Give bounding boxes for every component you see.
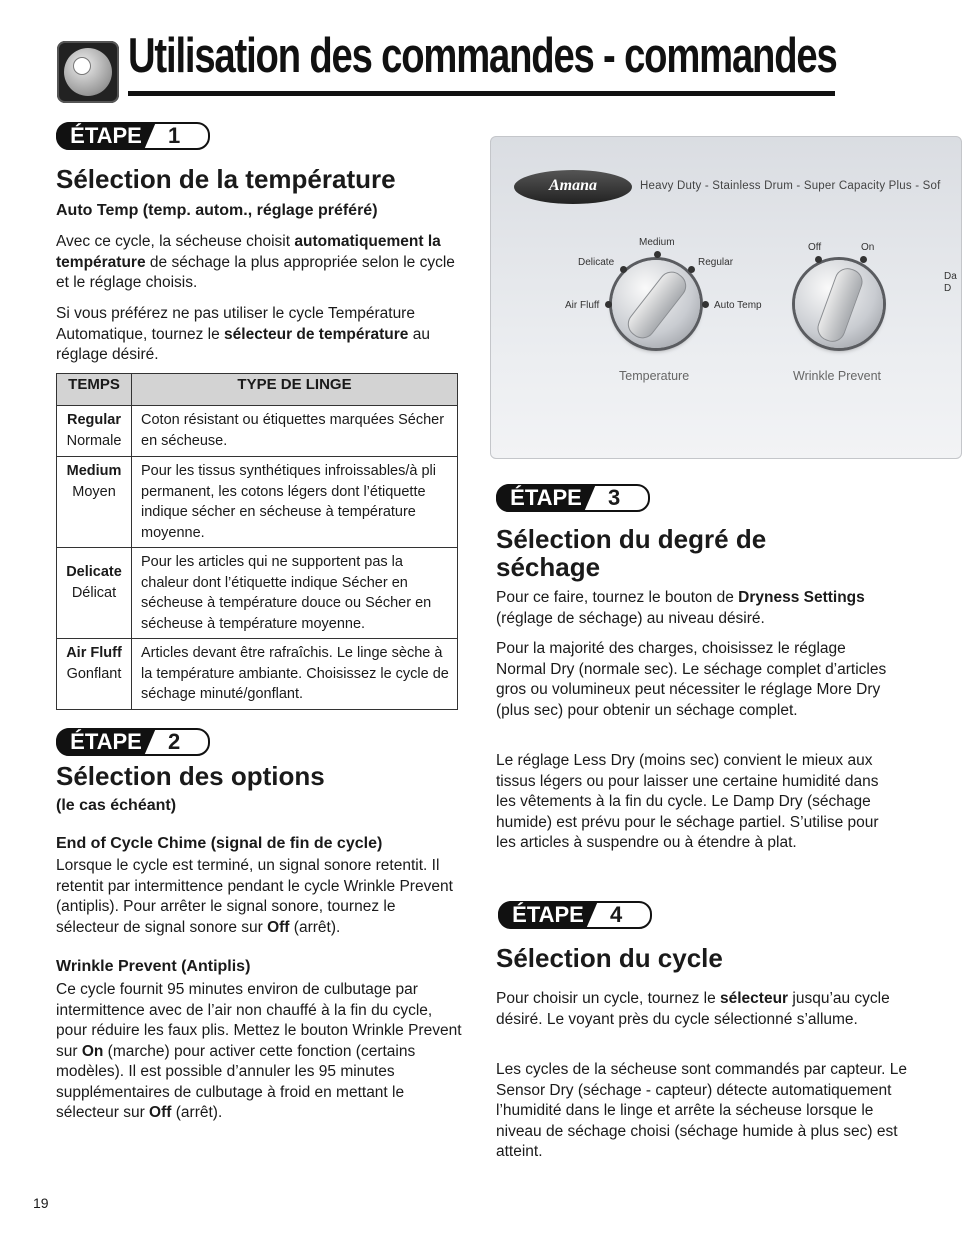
wrinkle-label-on: On xyxy=(861,242,875,253)
wrinkle-knob-title: Wrinkle Prevent xyxy=(793,369,881,383)
step-3-heading: Sélection du degré de séchage xyxy=(496,524,767,582)
step-3-number: 3 xyxy=(608,485,621,510)
wrinkle-paragraph: Ce cycle fournit 95 minutes environ de culbutage par intermittence avec de l’air non chauffé à la fin du cycle, pour réduire les faux plis. Mettez le bouton Wrinkle Prevent sur On (marche) pour activer cette fonction (certains modèles). Il est possible d’annuler les 95 minutes supplémentaires de culbutage à froid en mettant le sélecteur sur Off (arrêt). xyxy=(56,981,462,1121)
temp-label-air-fluff: Air Fluff xyxy=(565,300,600,311)
step-2-badge xyxy=(56,728,206,754)
table-header-temps: TEMPS xyxy=(57,374,132,406)
temp-label-medium: Medium xyxy=(639,237,675,248)
step-3-paragraph-2: Pour la majorité des charges, choisissez le réglage Normal Dry (normale sec). Le séchage complet d’articles gros ou volumineux peut nécessiter le réglage More Dry (plus sec) pour obtenir un séchage complet. xyxy=(496,640,887,719)
step-4-paragraph-1: Pour choisir un cycle, tournez le sélecteur jusqu’au cycle désiré. Le voyant près du cycle sélectionné s’allume. xyxy=(496,990,890,1028)
step-4-paragraph-2: Les cycles de la sécheuse sont commandés par capteur. Le Sensor Dry (séchage - capteur) détecte automatiquement l’humidité dans le linge et arrête la sécheuse lorsque le niveau de séchage choisi (séchage humide à plus sec) est atteint. xyxy=(496,1061,907,1160)
table-row: Regular Normale Coton résistant ou étiquettes marquées Sécher en sécheuse. xyxy=(57,406,458,457)
step-1-paragraph-1: Avec ce cycle, la sécheuse choisit automatiquement la température de séchage la plus appropriée selon le cycle et le réglage choisis. xyxy=(56,233,455,291)
temp-label-delicate: Delicate xyxy=(578,257,615,268)
step-4-badge xyxy=(498,901,648,927)
panel-tagline: Heavy Duty - Stainless Drum - Super Capacity Plus - Sof xyxy=(640,180,941,192)
step-2-heading: Sélection des options xyxy=(56,761,325,791)
temperature-knob-title: Temperature xyxy=(619,369,690,383)
step-1-heading: Sélection de la température xyxy=(56,164,396,194)
temperature-knob xyxy=(612,260,700,348)
step-1-subheading: Auto Temp (temp. autom., réglage préféré) xyxy=(56,202,378,219)
amana-logo: Amana xyxy=(514,170,632,204)
temp-label-auto-temp: Auto Temp xyxy=(714,300,762,311)
step-4-number: 4 xyxy=(610,902,623,927)
wrinkle-label-off: Off xyxy=(808,242,822,253)
table-row: Air Fluff Gonflant Articles devant être rafraîchis. Le linge sèche à la température ambiante. Choisissez le cycle de séchage minuté/gonflant. xyxy=(57,639,458,710)
indicator-dot xyxy=(654,251,661,258)
step-2-number: 2 xyxy=(168,729,181,754)
indicator-dot xyxy=(688,266,695,273)
temperature-table xyxy=(56,373,458,710)
step-4-heading: Sélection du cycle xyxy=(496,943,723,973)
title-underline xyxy=(128,91,835,96)
step-3-paragraph-3: Le réglage Less Dry (moins sec) convient le mieux aux tissus légers ou pour laisser une certaine humidité dans les vêtements à la fin du cycle. Le Damp Dry (séchage humide) est prévu pour le séchage partiel. S’utilise pour les articles à suspendre ou à étendre à plat. xyxy=(496,752,879,851)
table-header-type: TYPE DE LINGE xyxy=(132,374,458,406)
temp-label-regular: Regular xyxy=(698,257,734,268)
step-2-note: (le cas échéant) xyxy=(56,797,177,814)
step-1-badge xyxy=(56,122,206,148)
step-1-number: 1 xyxy=(168,123,181,148)
panel-edge-label: Da D xyxy=(944,271,957,294)
dryer-knob-icon xyxy=(57,41,119,103)
step-3-word: ÉTAPE xyxy=(510,485,582,510)
indicator-dot xyxy=(702,301,709,308)
step-3-paragraph-1: Pour ce faire, tournez le bouton de Dryness Settings (réglage de séchage) au niveau désiré. xyxy=(496,589,865,627)
step-1-paragraph-2: Si vous préférez ne pas utiliser le cycle Température Automatique, tournez le sélecteur de température au réglage désiré. xyxy=(56,305,430,363)
chime-title: End of Cycle Chime (signal de fin de cycle) xyxy=(56,835,383,852)
step-4-word: ÉTAPE xyxy=(512,902,584,927)
table-row: Delicate Délicat Pour les articles qui ne supportent pas la chaleur dont l’étiquette indique Sécher en sécheuse à température douce ou Sécher en sécheuse à température moyenne. xyxy=(57,548,458,639)
indicator-dot xyxy=(620,266,627,273)
step-1-word: ÉTAPE xyxy=(70,123,142,148)
wrinkle-title: Wrinkle Prevent (Antiplis) xyxy=(56,958,251,975)
indicator-dot xyxy=(860,256,867,263)
step-3-badge xyxy=(496,484,646,510)
page-title: Utilisation des commandes - commandes xyxy=(128,29,837,83)
chime-paragraph: Lorsque le cycle est terminé, un signal sonore retentit. Il retentit par intermittence pendant le cycle Wrinkle Prevent (antiplis). Pour arrêter le signal sonore, tournez le sélecteur de signal sonore sur Off (arrêt). xyxy=(56,857,453,936)
step-2-word: ÉTAPE xyxy=(70,729,142,754)
page-number: 19 xyxy=(33,1195,49,1211)
indicator-dot xyxy=(605,301,612,308)
table-row: Medium Moyen Pour les tissus synthétiques infroissables/à pli permanent, les cotons légers dont l’étiquette indique sécher en sécheuse à température moyenne. xyxy=(57,457,458,548)
indicator-dot xyxy=(815,256,822,263)
wrinkle-prevent-knob xyxy=(795,260,883,348)
